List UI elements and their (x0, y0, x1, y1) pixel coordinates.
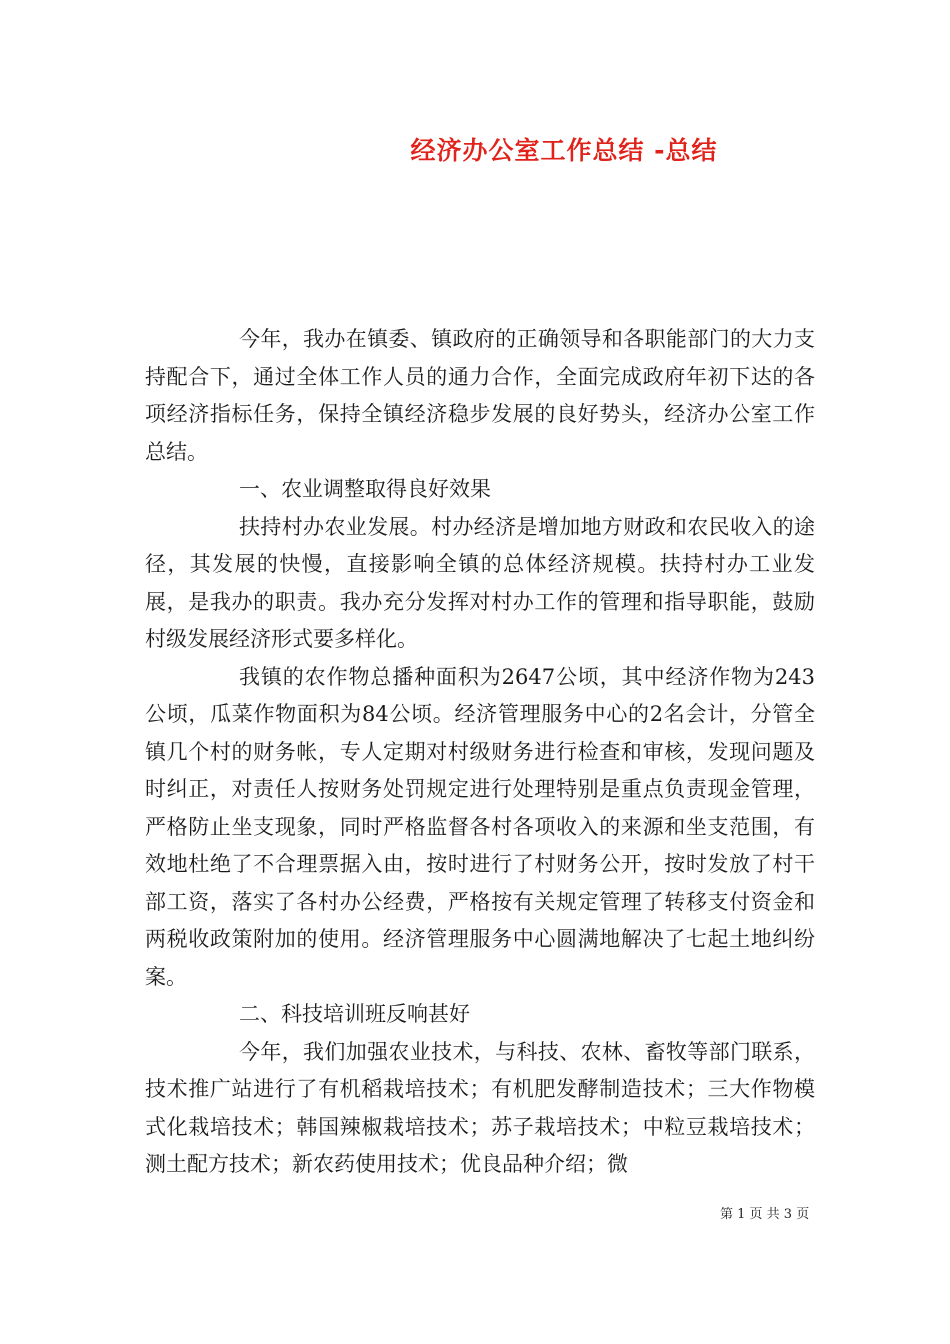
intro-paragraph: 今年，我办在镇委、镇政府的正确领导和各职能部门的大力支持配合下，通过全体工作人员的通力合作，全面完成政府年初下达的各项经济指标任务，保持全镇经济稳步发展的良好势头，经济办公室工作总结。 (145, 327, 815, 464)
section-heading-2: 二、科技培训班反响甚好 (239, 1002, 470, 1026)
paragraph-village-support: 扶持村办农业发展。村办经济是增加地方财政和农民收入的途径，其发展的快慢，直接影响全镇的总体经济规模。扶持村办工业发展，是我办的职责。我办充分发挥对村办工作的管理和指导职能，鼓励村级发展经济形式要多样化。 (145, 514, 815, 651)
paragraph-crops-finance: 我镇的农作物总播种面积为2647公顷，其中经济作物为243公顷，瓜菜作物面积为84公顷。经济管理服务中心的2名会计，分管全镇几个村的财务帐，专人定期对村级财务进行检查和审核，发现问题及时纠正，对责任人按财务处罚规定进行处理特别是重点负责现金管理，严格防止坐支现象，同时严格监督各村各项收入的来源和坐支范围，有效地杜绝了不合理票据入由，按时进行了村财务公开，按时发放了村干部工资，落实了各村办公经费，严格按有关规定管理了转移支付资金和两税收政策附加的使用。经济管理服务中心圆满地解决了七起土地纠纷案。 (145, 664, 815, 989)
document-title: 经济办公室工作总结 -总结 (410, 136, 718, 165)
page-number-footer: 第 1 页 共 3 页 (720, 1207, 810, 1222)
document-body (145, 321, 815, 1184)
paragraph-tech-training: 今年，我们加强农业技术，与科技、农林、畜牧等部门联系，技术推广站进行了有机稻栽培技术；有机肥发酵制造技术；三大作物模式化栽培技术；韩国辣椒栽培技术；苏子栽培技术；中粒豆栽培技术；测土配方技术；新农药使用技术；优良品种介绍；微 (145, 1039, 815, 1176)
section-heading-1: 一、农业调整取得良好效果 (239, 477, 491, 501)
